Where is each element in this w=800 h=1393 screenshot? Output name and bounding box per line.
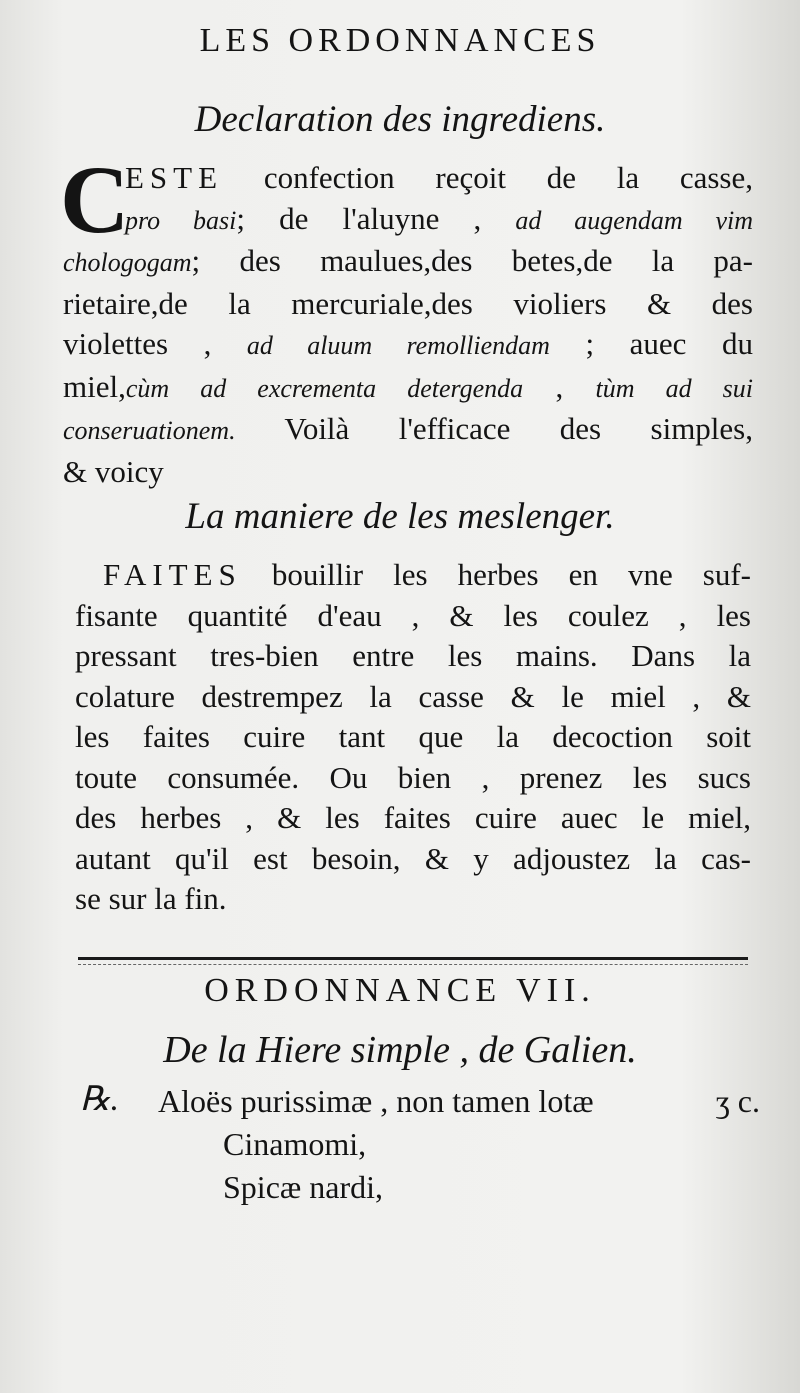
recipe-item	[80, 1123, 760, 1166]
text-line: les faites cuire tant que la decoction soit	[75, 719, 751, 754]
drop-cap: C	[60, 146, 130, 253]
text-line: se sur la fin.	[75, 881, 227, 916]
text-line: pro basi; de l'aluyne , ad augendam vim	[125, 200, 754, 236]
ingredient-name: Spicæ nardi,	[223, 1169, 383, 1205]
heading-hiere: De la Hiere simple , de Galien.	[163, 1029, 637, 1071]
text-line: conseruationem. Voilà l'efficace des simples,	[63, 411, 753, 446]
running-head: LES ORDONNANCES	[199, 22, 601, 59]
paragraph-declaration	[63, 158, 753, 492]
text-line: fisante quantité d'eau , & les coulez , les	[75, 597, 751, 633]
text-line: pressant tres-bien entre les mains. Dans la	[75, 638, 751, 673]
ordonnance-title: ORDONNANCE VII.	[204, 972, 596, 1009]
text-line: miel,cùm ad excrementa detergenda , tùm ad sui	[63, 368, 753, 404]
text-line: rietaire,de la mercuriale,des violiers & des	[63, 285, 753, 321]
heading-maniere: La maniere de les meslenger.	[185, 496, 615, 537]
recipe-item	[80, 1166, 760, 1209]
recipe-symbol: ℞.	[80, 1081, 119, 1118]
text-line: toute consumée. Ou bien , prenez les sucs	[75, 759, 751, 795]
ingredient-name: Cinamomi,	[223, 1126, 367, 1162]
paragraph-maniere	[75, 555, 751, 920]
recipe-list	[80, 1080, 760, 1209]
section-divider	[78, 957, 748, 960]
text-line: ESTE confection reçoit de la casse,	[125, 160, 753, 195]
text-line: colature destrempez la casse & le miel , &	[75, 678, 751, 714]
ingredient-name: Aloës purissimæ , non tamen lotæ	[158, 1083, 594, 1119]
heading-declaration: Declaration des ingrediens.	[194, 99, 606, 140]
text-line: autant qu'il est besoin, & y adjoustez la cas-	[75, 840, 751, 876]
recipe-item	[80, 1080, 760, 1123]
text-line: violettes , ad aluum remolliendam ; auec du	[63, 326, 753, 361]
text-line: des herbes , & les faites cuire auec le miel,	[75, 800, 751, 835]
text-line: & voicy	[63, 453, 164, 489]
text-line: FAITES bouillir les herbes en vne suf-	[103, 557, 751, 592]
ingredient-quantity: ʒ c.	[715, 1083, 760, 1119]
text-line: chologogam; des maulues,des betes,de la pa-	[63, 243, 753, 278]
